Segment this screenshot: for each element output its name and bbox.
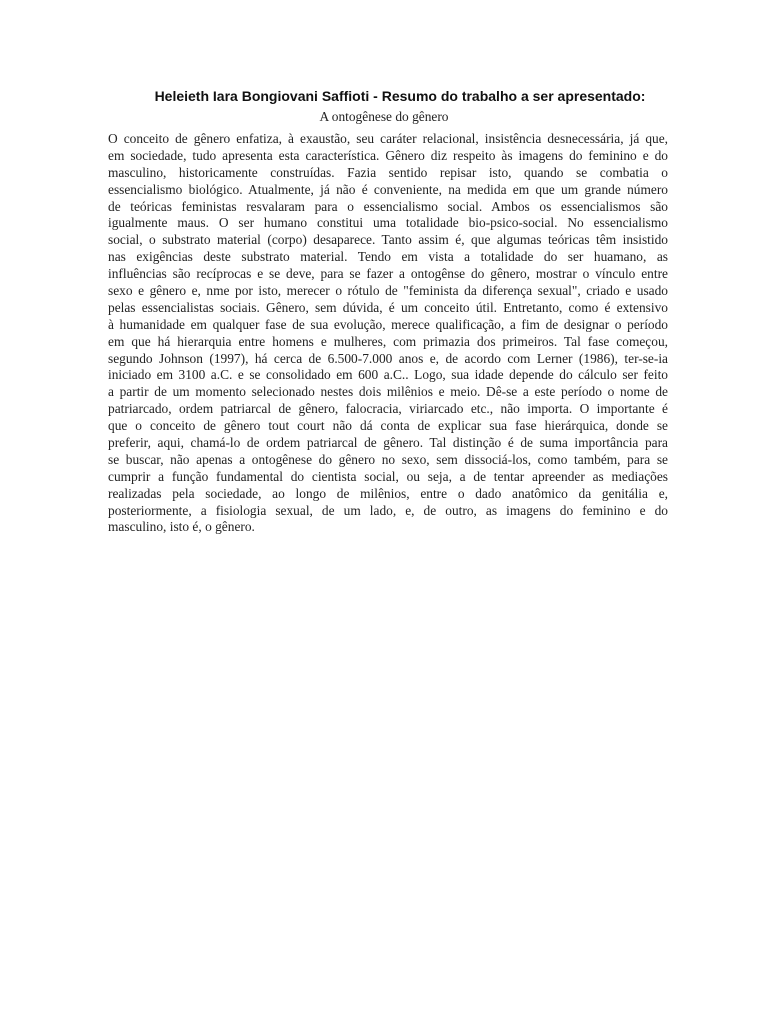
body-line: segundo Johnson (1997), há cerca de 6.500-7.000 anos e, de acordo com Lerner (1986), ter-se-ia bbox=[108, 350, 668, 366]
body-line: em sociedade, tudo apresenta esta característica. Gênero diz respeito às imagens do feminino e do bbox=[108, 147, 668, 163]
body-line: igualmente maus. O ser humano constitui uma totalidade bio-psico-social. No essencialismo bbox=[108, 215, 668, 231]
body-line: influências são recíprocas e se deve, para se fazer a ontogênse do gênero, mostrar o vínculo entre bbox=[108, 266, 668, 282]
document-heading: Heleieth Iara Bongiovani Saffioti - Resumo do trabalho a ser apresentado: bbox=[154, 88, 646, 104]
body-line: social, o substrato material (corpo) desaparece. Tanto assim é, que algumas teóricas têm insistido bbox=[108, 232, 668, 248]
body-line: posteriormente, a fisiologia sexual, de um lado, e, de outro, as imagens do feminino e do bbox=[108, 502, 668, 518]
body-line: nas exigências deste substrato material. Tendo em vista a totalidade do ser huamano, as bbox=[108, 249, 668, 265]
body-line: masculino, isto é, o gênero. bbox=[108, 519, 255, 535]
document-body bbox=[108, 131, 668, 536]
body-line: à humanidade em qualquer fase de sua evolução, merece qualificação, a fim de designar o período bbox=[108, 316, 668, 332]
body-line: cumprir a função fundamental do cientista social, ou seja, a de tentar apreender as mediações bbox=[108, 468, 668, 484]
body-line: se buscar, não apenas a ontogênese do gênero no sexo, sem dissociá-los, como também, para se bbox=[108, 451, 668, 467]
body-line: de teóricas feministas resvalaram para o essencialismo social. Ambos os essencialismos são bbox=[108, 198, 668, 214]
body-line: que o conceito de gênero tout court não dá conta de explicar sua fase hierárquica, donde se bbox=[108, 418, 668, 434]
body-line: sexo e gênero e, nme por isto, merecer o rótulo de "feminista da diferença sexual", criado e usado bbox=[108, 283, 668, 299]
body-line: preferir, aqui, chamá-lo de ordem patriarcal de gênero. Tal distinção é de suma importância para bbox=[108, 435, 668, 451]
body-line: masculino, historicamente construídas. Fazia sentido repisar isto, quando se combatia o bbox=[108, 164, 668, 180]
body-line: iniciado em 3100 a.C. e se consolidado em 600 a.C.. Logo, sua idade depende do cálculo ser feito bbox=[108, 367, 668, 383]
body-line: essencialismo biológico. Atualmente, já não é conveniente, na medida em que um grande número bbox=[108, 181, 668, 197]
document-subheading: A ontogênese do gênero bbox=[319, 109, 449, 124]
body-line: O conceito de gênero enfatiza, à exaustão, seu caráter relacional, insistência desnecessária, já que, bbox=[108, 131, 668, 146]
body-line: realizadas pela sociedade, ao longo de milênios, entre o dado anatômico da genitália e, bbox=[108, 485, 668, 501]
body-line: em que há hierarquia entre homens e mulheres, com primazia dos primeiros. Tal fase começou, bbox=[108, 333, 668, 349]
body-line: pelas essencialistas sociais. Gênero, sem dúvida, é um conceito útil. Entretanto, como é extensivo bbox=[108, 299, 668, 315]
body-line: a partir de um momento selecionado nestes dois milênios e meio. Dê-se a este período o nome de bbox=[108, 384, 668, 400]
body-line: patriarcado, ordem patriarcal de gênero, falocracia, viriarcado etc., não importa. O importante é bbox=[108, 401, 668, 417]
